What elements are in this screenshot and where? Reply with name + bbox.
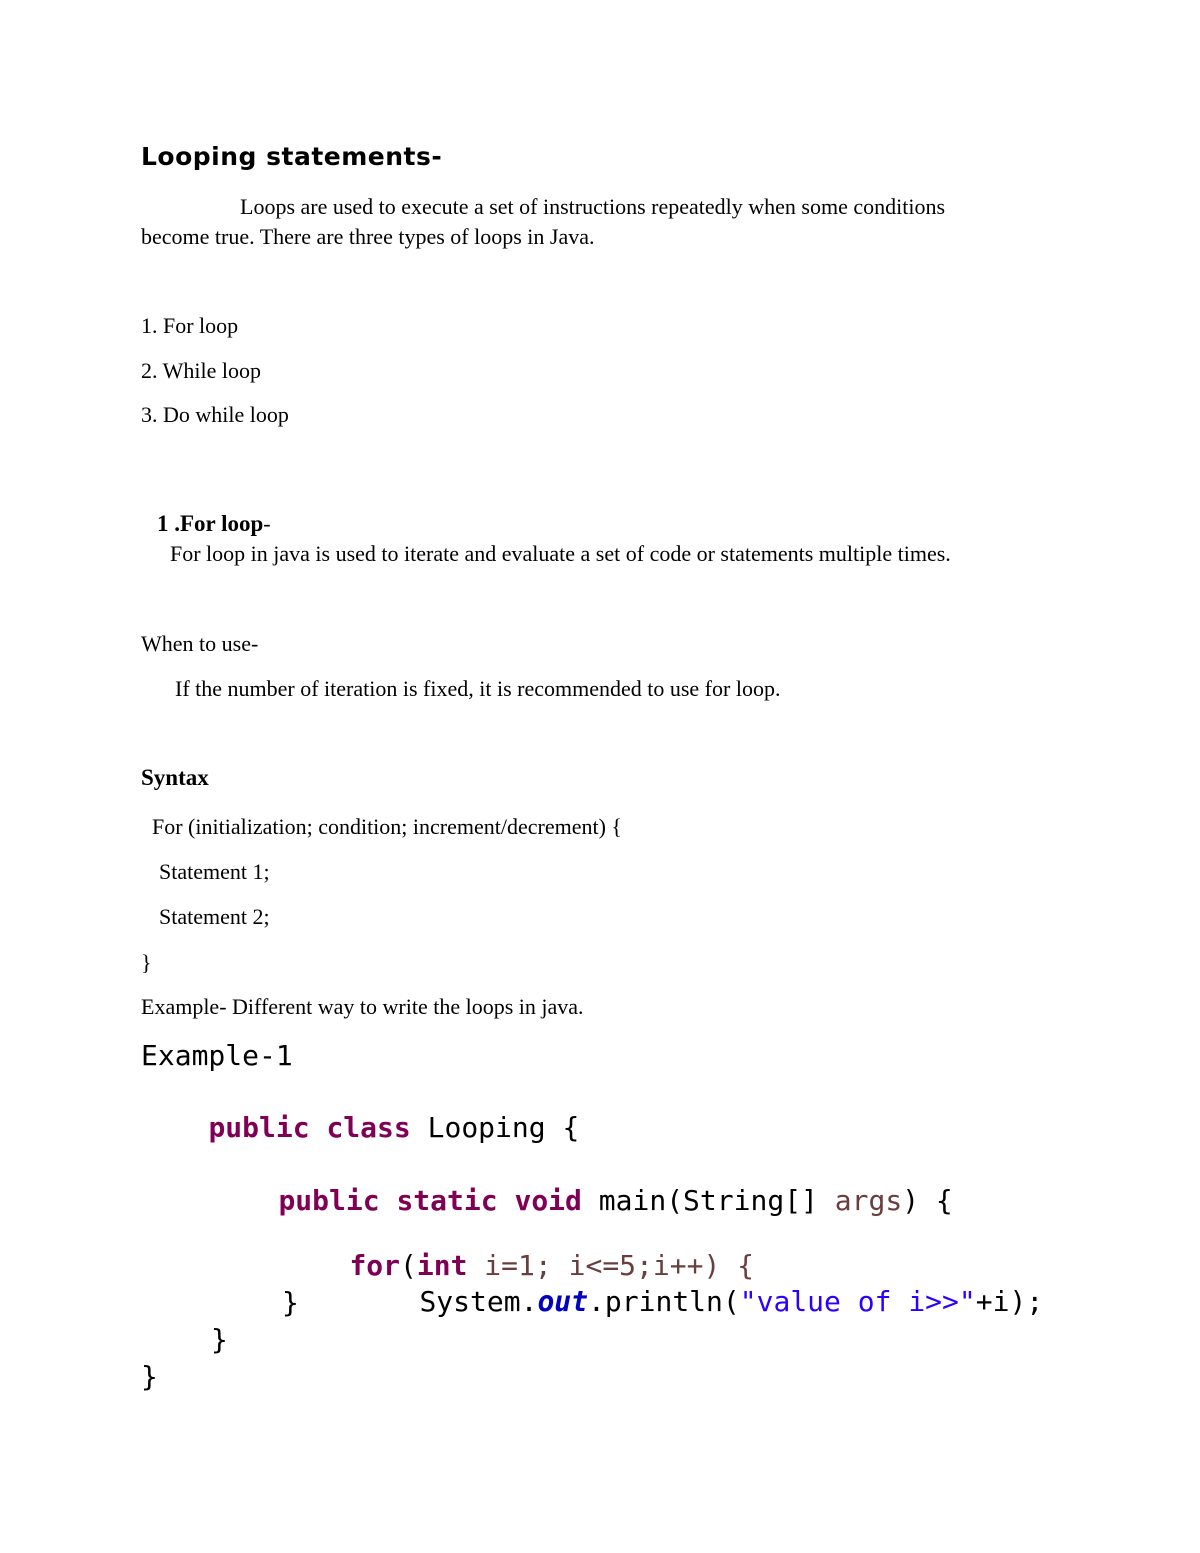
code-closing-brace: }	[141, 1360, 158, 1393]
code-text: System.	[419, 1285, 538, 1318]
code-keyword: static	[396, 1184, 498, 1217]
code-closing-brace: }	[282, 1286, 299, 1319]
loop-type-item: 2. While loop	[141, 358, 261, 383]
syntax-line: Statement 2;	[159, 904, 270, 929]
loop-type-item: 3. Do while loop	[141, 402, 289, 427]
syntax-line: For (initialization; condition; increment/decrement) {	[152, 814, 622, 839]
when-to-use-text: If the number of iteration is fixed, it is recommended to use for loop.	[175, 676, 781, 701]
code-text: (	[400, 1249, 417, 1282]
syntax-heading: Syntax	[141, 765, 209, 790]
for-loop-title: For loop	[180, 511, 264, 536]
code-example-label: Example-1	[141, 1039, 293, 1072]
for-loop-number: 1 .	[157, 511, 180, 536]
code-keyword: public	[278, 1184, 380, 1217]
code-keyword: for	[349, 1249, 401, 1282]
for-loop-description: For loop in java is used to iterate and evaluate a set of code or statements multiple times.	[170, 541, 951, 566]
code-text: +i);	[975, 1285, 1044, 1318]
code-keyword: int	[416, 1249, 468, 1282]
code-keyword: public	[208, 1111, 310, 1144]
for-loop-dash: -	[263, 511, 271, 536]
syntax-line: Statement 1;	[159, 859, 270, 884]
intro-line-2: become true. There are three types of loops in Java.	[141, 224, 595, 249]
code-text: ) {	[902, 1184, 953, 1217]
loop-type-item: 1. For loop	[141, 313, 239, 338]
code-field: out	[537, 1285, 589, 1318]
example-note: Example- Different way to write the loops in java.	[141, 994, 584, 1019]
code-closing-brace: }	[211, 1323, 228, 1356]
code-text: Looping {	[427, 1111, 580, 1144]
when-to-use-label: When to use-	[141, 631, 259, 656]
code-line	[352, 1248, 1043, 1356]
code-keyword: class	[326, 1111, 411, 1144]
code-text: main(String[]	[598, 1184, 835, 1217]
syntax-line: }	[141, 950, 152, 975]
page-heading: Looping statements-	[141, 142, 443, 171]
code-variable: args	[834, 1184, 903, 1217]
code-text: i=1; i<=5;i++) {	[467, 1249, 755, 1282]
code-string: "value of i>>"	[739, 1285, 976, 1318]
intro-line-1: Loops are used to execute a set of instructions repeatedly when some conditions	[240, 194, 946, 219]
code-keyword: void	[514, 1184, 582, 1217]
code-text: .println(	[588, 1285, 740, 1318]
